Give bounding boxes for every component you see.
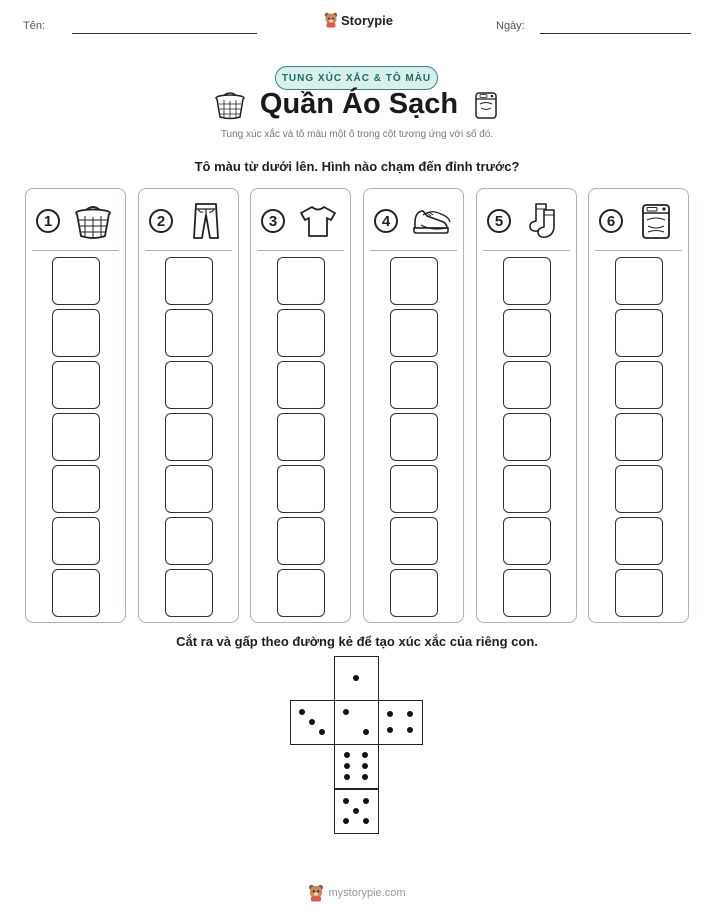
color-cell[interactable]: [615, 413, 663, 461]
column-number: 5: [487, 209, 511, 233]
color-cell[interactable]: [390, 361, 438, 409]
washing-machine-icon: [636, 201, 676, 241]
color-cell[interactable]: [165, 361, 213, 409]
color-cell[interactable]: [277, 309, 325, 357]
color-cell[interactable]: [277, 413, 325, 461]
date-line[interactable]: [540, 33, 691, 34]
color-cell[interactable]: [165, 309, 213, 357]
color-cell[interactable]: [165, 413, 213, 461]
column-number: 1: [36, 209, 60, 233]
column-1: [25, 188, 126, 623]
dice-pip: [344, 763, 350, 769]
color-cell[interactable]: [390, 517, 438, 565]
dice-pip: [407, 711, 413, 717]
color-cell[interactable]: [503, 413, 551, 461]
color-cell[interactable]: [52, 361, 100, 409]
dice-face-3: [290, 700, 335, 745]
column-divider: [483, 250, 570, 251]
color-cell[interactable]: [165, 517, 213, 565]
color-cell[interactable]: [52, 465, 100, 513]
column-divider: [145, 250, 232, 251]
page-title: Quần Áo Sạch: [259, 88, 459, 120]
color-cell[interactable]: [165, 569, 213, 617]
sneakers-icon: [411, 201, 451, 241]
color-cell[interactable]: [165, 257, 213, 305]
color-cell[interactable]: [390, 465, 438, 513]
dice-pip: [299, 709, 305, 715]
title-row: [0, 88, 714, 121]
color-cell[interactable]: [615, 569, 663, 617]
dice-pip: [387, 711, 393, 717]
dice-pip: [309, 719, 315, 725]
dice-pip: [407, 727, 413, 733]
dice-face-1: [334, 656, 379, 701]
color-cell[interactable]: [615, 465, 663, 513]
color-cell[interactable]: [52, 413, 100, 461]
column-divider: [370, 250, 457, 251]
laundry-basket-icon: [214, 90, 246, 120]
column-divider: [257, 250, 344, 251]
color-cell[interactable]: [277, 569, 325, 617]
color-cell[interactable]: [277, 517, 325, 565]
color-cell[interactable]: [503, 257, 551, 305]
color-cell[interactable]: [390, 569, 438, 617]
dice-pip: [362, 752, 368, 758]
page-subtitle: Tung xúc xắc và tô màu một ô trong cột tương ứng với số đó.: [220, 129, 494, 140]
color-cell[interactable]: [503, 569, 551, 617]
mascot-icon: [324, 12, 338, 28]
color-cell[interactable]: [390, 257, 438, 305]
color-cell[interactable]: [52, 309, 100, 357]
column-divider: [595, 250, 682, 251]
color-cell[interactable]: [277, 361, 325, 409]
name-label: Tên:: [23, 20, 46, 32]
column-divider: [32, 250, 119, 251]
dice-pip: [363, 729, 369, 735]
color-cell[interactable]: [615, 361, 663, 409]
color-cell[interactable]: [390, 309, 438, 357]
pants-icon: [186, 201, 226, 241]
dice-pip: [344, 752, 350, 758]
dice-pip: [319, 729, 325, 735]
color-cell[interactable]: [615, 257, 663, 305]
color-cell[interactable]: [52, 257, 100, 305]
dice-face-6: [334, 744, 379, 789]
color-cell[interactable]: [165, 465, 213, 513]
dice-pip: [343, 818, 349, 824]
color-cell[interactable]: [503, 465, 551, 513]
dice-face-5: [334, 789, 379, 834]
color-cell[interactable]: [52, 569, 100, 617]
washing-machine-icon: [472, 90, 500, 120]
color-cell[interactable]: [503, 517, 551, 565]
color-cell[interactable]: [277, 257, 325, 305]
dice-pip: [353, 675, 359, 681]
color-cell[interactable]: [277, 465, 325, 513]
dice-pip: [363, 798, 369, 804]
dice-pip: [387, 727, 393, 733]
column-number: 6: [599, 209, 623, 233]
dice-pip: [343, 798, 349, 804]
dice-pip: [363, 818, 369, 824]
dice-pip: [362, 763, 368, 769]
socks-icon: [524, 201, 564, 241]
color-cell[interactable]: [52, 517, 100, 565]
mascot-icon: [308, 884, 324, 902]
brand-logo: [324, 12, 393, 28]
date-label: Ngày:: [496, 20, 525, 32]
coloring-instruction: Tô màu từ dưới lên. Hình nào chạm đến đỉnh trước?: [194, 159, 520, 174]
cut-instruction: Cắt ra và gấp theo đường kẻ để tạo xúc xắc của riêng con.: [176, 634, 538, 649]
laundry-basket-icon: [73, 201, 113, 241]
color-cell[interactable]: [390, 413, 438, 461]
column-3: [250, 188, 351, 623]
name-line[interactable]: [72, 33, 257, 34]
dice-face-4: [378, 700, 423, 745]
footer-url[interactable]: mystorypie.com: [328, 887, 406, 899]
dice-pip: [343, 709, 349, 715]
color-cell[interactable]: [503, 361, 551, 409]
dice-pip: [344, 774, 350, 780]
column-number: 3: [261, 209, 285, 233]
footer: [0, 884, 714, 902]
color-cell[interactable]: [615, 309, 663, 357]
column-6: [588, 188, 689, 623]
column-number: 2: [149, 209, 173, 233]
column-number: 4: [374, 209, 398, 233]
dice-face-2: [334, 700, 379, 745]
color-cell[interactable]: [615, 517, 663, 565]
color-cell[interactable]: [503, 309, 551, 357]
activity-badge: TUNG XÚC XẮC & TÔ MÀU: [275, 66, 438, 90]
column-2: [138, 188, 239, 623]
tshirt-icon: [298, 201, 338, 241]
column-4: [363, 188, 464, 623]
brand-name: Storypie: [341, 12, 394, 28]
dice-pip: [362, 774, 368, 780]
column-5: [476, 188, 577, 623]
dice-pip: [353, 808, 359, 814]
